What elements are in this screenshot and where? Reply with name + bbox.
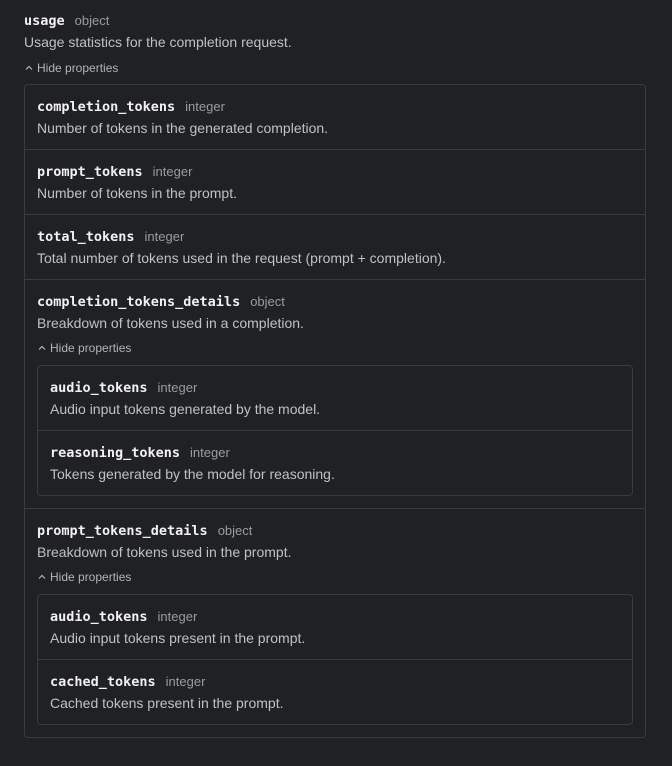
properties-panel-completion-tokens-details: [37, 365, 633, 496]
param-type: integer: [144, 229, 185, 244]
property-prompt-tokens: [25, 150, 645, 215]
param-description: Number of tokens in the prompt.: [37, 185, 237, 201]
param-name: audio_tokens: [50, 380, 148, 396]
param-description: Audio input tokens present in the prompt.: [50, 630, 306, 646]
param-description: Breakdown of tokens used in a completion.: [37, 315, 304, 331]
param-header-usage: [24, 12, 646, 30]
param-name: reasoning_tokens: [50, 445, 181, 461]
param-type: object: [217, 523, 253, 538]
chevron-up-icon: [37, 343, 47, 353]
property-header: [37, 293, 633, 311]
property-reasoning-tokens: [38, 431, 632, 495]
param-type: object: [74, 13, 110, 28]
hide-properties-toggle[interactable]: [37, 569, 131, 585]
param-type: integer: [185, 99, 225, 114]
property-header: [50, 379, 620, 397]
property-prompt-tokens-details: [25, 509, 645, 737]
property-header: [37, 228, 633, 246]
param-description: Usage statistics for the completion request.: [24, 34, 292, 50]
param-name: prompt_tokens_details: [37, 523, 208, 539]
toggle-label: Hide properties: [50, 341, 132, 355]
param-type: integer: [152, 164, 193, 179]
param-name: audio_tokens: [50, 609, 148, 625]
param-description: Total number of tokens used in the request (prompt + completion).: [37, 250, 446, 266]
param-description: Number of tokens in the generated completion.: [37, 120, 329, 136]
param-description: Tokens generated by the model for reasoning.: [50, 466, 335, 482]
property-header: [37, 163, 633, 181]
property-cached-tokens: [38, 660, 632, 724]
param-description: Breakdown of tokens used in the prompt.: [37, 544, 292, 560]
property-completion-tokens: [25, 85, 645, 150]
chevron-up-icon: [24, 63, 34, 73]
param-name: usage: [24, 13, 65, 29]
param-name: prompt_tokens: [37, 164, 143, 180]
param-name: completion_tokens_details: [37, 294, 241, 310]
param-type: integer: [190, 445, 230, 460]
toggle-label: Hide properties: [50, 570, 132, 584]
properties-panel-usage: [24, 84, 646, 738]
property-total-tokens: [25, 215, 645, 280]
toggle-label: Hide properties: [37, 61, 119, 75]
param-type: object: [250, 294, 285, 309]
property-header: [37, 522, 633, 540]
param-description: Cached tokens present in the prompt.: [50, 695, 284, 711]
properties-panel-prompt-tokens-details: [37, 594, 633, 725]
param-type: integer: [165, 674, 206, 689]
param-name: total_tokens: [37, 229, 135, 245]
param-description: Audio input tokens generated by the model.: [50, 401, 321, 417]
property-audio-tokens: [38, 366, 632, 431]
property-header: [37, 98, 633, 116]
hide-properties-toggle[interactable]: [37, 340, 131, 356]
property-header: [50, 673, 620, 691]
property-completion-tokens-details: [25, 280, 645, 509]
property-header: [50, 444, 620, 462]
chevron-up-icon: [37, 572, 47, 582]
param-name: cached_tokens: [50, 674, 156, 690]
hide-properties-toggle[interactable]: [24, 60, 118, 76]
param-type: integer: [157, 380, 198, 395]
param-name: completion_tokens: [37, 99, 176, 115]
param-type: integer: [157, 609, 198, 624]
property-audio-tokens: [38, 595, 632, 660]
property-header: [50, 608, 620, 626]
